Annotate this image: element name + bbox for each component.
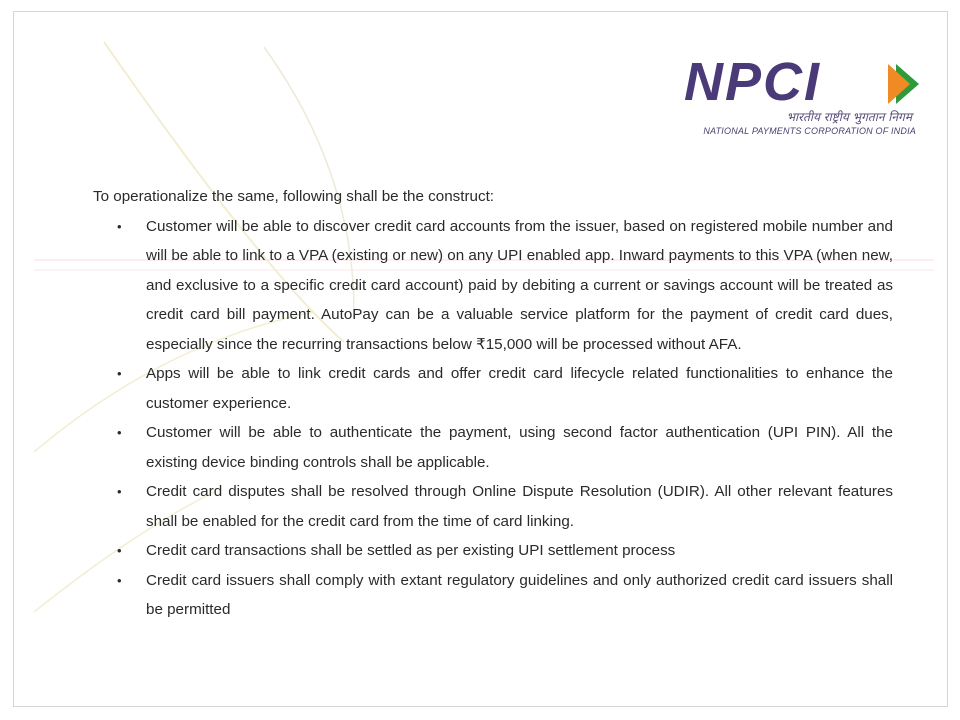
svg-text:NPCI: NPCI	[684, 56, 822, 111]
logo-english-name: NATIONAL PAYMENTS CORPORATION OF INDIA	[703, 126, 916, 136]
logo-hindi-name: भारतीय राष्ट्रीय भुगतान निगम	[786, 110, 912, 124]
construct-list	[93, 212, 893, 625]
list-item-text: Customer will be able to discover credit card accounts from the issuer, based on registered mobile number and will be able to link to a VPA (existing or new) on any UPI enabled app. Inward payments to this VPA (when new, and exclusive to a specific credit card account) paid by debiting a current or savings account will be treated as credit card bill payment. AutoPay can be a valuable service platform for the payment of credit card dues, especially since the recurring transactions below ₹15,000 will be processed without AFA.	[146, 217, 893, 353]
document-body	[93, 182, 893, 625]
npci-logo	[674, 56, 924, 156]
npci-wordmark-icon	[674, 56, 924, 111]
intro-paragraph: To operationalize the same, following shall be the construct:	[93, 188, 495, 205]
bullet-icon: •	[117, 366, 122, 381]
list-item-text: Credit card issuers shall comply with extant regulatory guidelines and only authorized credit card issuers shall be permitted	[146, 571, 893, 618]
bullet-icon: •	[117, 543, 122, 558]
bullet-icon: •	[117, 572, 122, 588]
list-item	[93, 418, 893, 477]
bullet-icon: •	[117, 218, 122, 234]
list-item-text: Customer will be able to authenticate the payment, using second factor authentication (UPI PIN). All the existing device binding controls shall be applicable.	[146, 424, 893, 471]
bullet-icon: •	[117, 484, 122, 499]
bullet-icon: •	[117, 425, 122, 440]
list-item	[93, 212, 893, 360]
list-item-text: Apps will be able to link credit cards and offer credit card lifecycle related functionalities to enhance the customer experience.	[146, 365, 893, 412]
list-item	[93, 477, 893, 536]
document-page	[13, 11, 948, 707]
list-item-text: Credit card disputes shall be resolved through Online Dispute Resolution (UDIR). All other relevant features shall be enabled for the credit card from the time of card linking.	[146, 483, 893, 530]
list-item-text: Credit card transactions shall be settled as per existing UPI settlement process	[146, 542, 676, 559]
list-item	[93, 359, 893, 418]
list-item	[93, 566, 893, 625]
list-item	[93, 536, 893, 566]
